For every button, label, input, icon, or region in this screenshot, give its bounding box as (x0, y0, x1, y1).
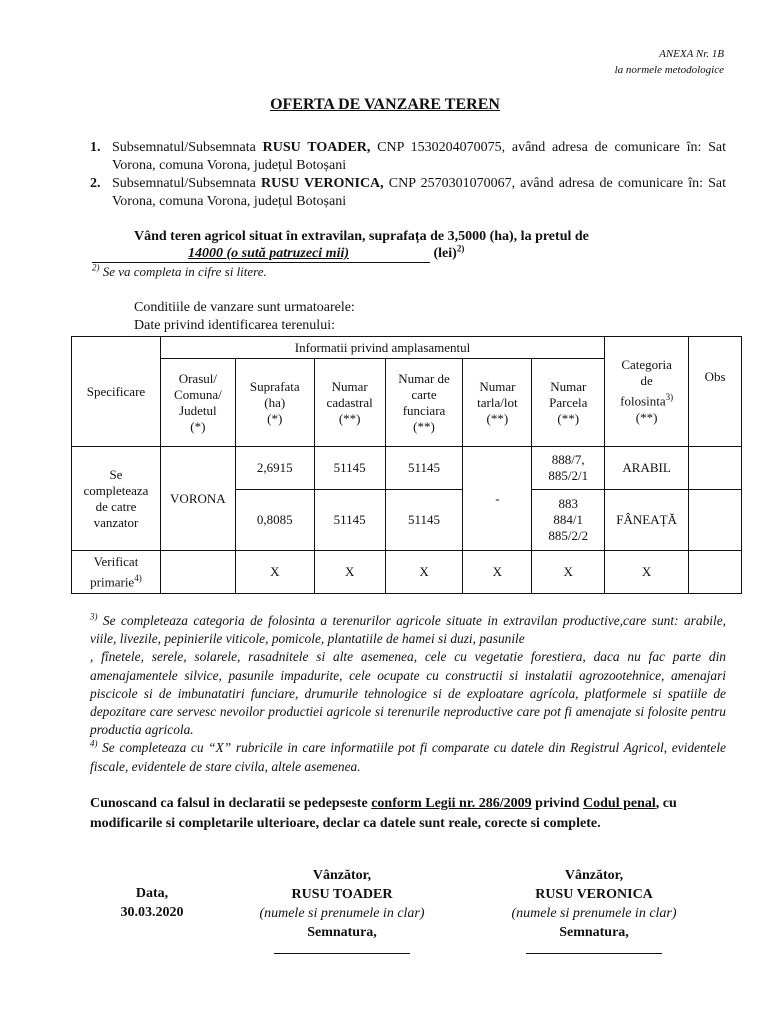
seller-details: CNP 1530204070075, având adresa de comunicare în: Sat Vorona, comuna Vorona, județul Botoșani (112, 140, 726, 173)
seller-prefix: Subsemnatul/Subsemnata (112, 140, 263, 155)
price-value: 14000 (o sută patruzeci mii) (188, 246, 350, 261)
signature-role: Vânzător, (312, 868, 372, 883)
seller-name: RUSU TOADER, (262, 140, 371, 155)
verify-row-label: Verificat primarie$^{4)}$ (72, 551, 161, 594)
conditions-heading: Conditiile de vanzare sunt urmatoarele: (134, 300, 355, 315)
cell-verify-mark: X (463, 551, 532, 594)
signature-name: RUSU TOADER (291, 887, 393, 902)
cell-locality: VORONA (160, 447, 235, 551)
header-suprafata: Suprafata (ha) (*) (235, 359, 314, 447)
cell-verify-mark: X (605, 551, 689, 594)
seller-signature-block-1 (232, 866, 452, 942)
cell-parcela: 888/7, 885/2/1 (532, 447, 605, 490)
signature-hint: (numele si prenumele in clar) (259, 906, 425, 921)
header-carte-funciara: Numar de carte funciara (**) (385, 359, 463, 447)
header-parcela: Numar Parcela (**) (532, 359, 605, 447)
cell-suprafata: 2,6915 (235, 447, 314, 490)
cell-verify-mark: X (235, 551, 314, 594)
header-cadastral: Numar cadastral (**) (314, 359, 385, 447)
signature-label: Semnatura, (307, 925, 377, 940)
header-categoria: Categoria de folosinta$^{3)}$ (**) (605, 337, 689, 447)
header-location-group: Informatii privind amplasamentul (160, 337, 604, 359)
declaration: Cunoscand ca falsul in declaratii se pedepseste conform Legii nr. 286/2009 privind Codul penal, cu modificarile si completarile ulterioare, declar ca datele sunt reale, corecte si complete. (90, 796, 677, 831)
law-reference: conform Legii nr. 286/2009 (371, 796, 532, 811)
annex-subtitle: la normele metodologice (614, 64, 724, 76)
cell-categoria: FÂNEAȚĂ (605, 490, 689, 551)
signature-name: RUSU VERONICA (535, 887, 653, 902)
header-specificare: Specificare (72, 337, 161, 447)
footnote-4: $^{4)}$ Se completeaza cu “X” rubricile in care informatiile pot fi comparate cu datele din Registrul Agricol, evidentele fiscale, evidentele de stare civila, altele asemenea. (90, 738, 726, 774)
signature-line-2 (526, 953, 662, 954)
footnotes (90, 612, 726, 776)
signature-label: Semnatura, (559, 925, 629, 940)
cell-carte-funciara: 51145 (385, 490, 463, 551)
seller-item-2 (90, 175, 726, 211)
seller-item-1 (90, 139, 726, 175)
signature-hint: (numele si prenumele in clar) (511, 906, 677, 921)
offer-price-line (92, 243, 465, 263)
footnote-3-continued: , fînetele, serele, solarele, rasadnitele si alte asemenea, cele cu vegetatie forestiera, daca nu fac parte din amenajamentele silvice, pasunile impadurite, cele ocupate cu constructii si instalatii agrozootehnice, amenajari piscicole si de imbunatatiri funciare, drumurile tehnologice si de exploatare agrícola, platformele si spatiile de depozitare care servesc nevoilor productiei agricole si terenurile neproductive care pot fi amenajate si folosite pentru productia agricola. (90, 649, 726, 738)
date-label: Data, (135, 886, 169, 901)
signature-line-1 (274, 953, 410, 954)
price-currency: (lei) (433, 246, 457, 261)
cell-verify-mark: X (532, 551, 605, 594)
cell-tarla: - (463, 447, 532, 551)
cell-obs (689, 490, 742, 551)
header-tarla: Numar tarla/lot (**) (463, 359, 532, 447)
signature-role: Vânzător, (564, 868, 624, 883)
cell-categoria: ARABIL (605, 447, 689, 490)
price-field (92, 246, 430, 263)
cell-parcela: 883 884/1 885/2/2 (532, 490, 605, 551)
table-row (72, 551, 742, 594)
date-value: 30.03.2020 (120, 905, 184, 920)
land-identification-heading: Date privind identificarea terenului: (134, 318, 335, 333)
footnote-2 (92, 264, 267, 280)
penal-code-reference: Codul penal (583, 796, 656, 811)
cell-obs (689, 447, 742, 490)
footnote-3: $^{3)}$ Se completeaza categoria de folosinta a terenurilor agricole situate in extravilan productive,care sunt: arabile, viile, livezile, pepinierile viticole, pomicole, plantatiile de hamei si duzi, pasunile (90, 611, 726, 647)
document-title: OFERTA DE VANZARE TEREN (270, 96, 500, 113)
seller-details: CNP 2570301070067, având adresa de comunicare în: Sat Vorona, comuna Vorona, județul Botoșani (112, 176, 726, 209)
cell-verify-mark: X (385, 551, 463, 594)
header-oras: Orasul/ Comuna/ Judetul (*) (160, 359, 235, 447)
table-row (72, 447, 742, 490)
seller-row-label: Se completeaza de catre vanzator (72, 447, 161, 551)
cell-carte-funciara: 51145 (385, 447, 463, 490)
cell-cadastral: 51145 (314, 447, 385, 490)
footnote-2-text: Se va completa in cifre si litere. (99, 264, 267, 279)
cell-suprafata: 0,8085 (235, 490, 314, 551)
annex-number: ANEXA Nr. 1B (659, 48, 724, 60)
seller-prefix: Subsemnatul/Subsemnata (112, 176, 261, 191)
seller-signature-block-2 (484, 866, 704, 942)
seller-number: 1. (90, 140, 101, 155)
footnote-2-mark: 2) (92, 262, 100, 273)
land-table (71, 336, 742, 594)
offer-statement: Vând teren agricol situat în extravilan, suprafața de 3,5000 (ha), la pretul de (134, 229, 589, 244)
seller-number: 2. (90, 176, 101, 191)
cell-verify-empty (160, 551, 235, 594)
seller-name: RUSU VERONICA, (260, 176, 384, 191)
currency-footnote-mark: 2) (456, 243, 465, 254)
cell-verify-obs (689, 551, 742, 594)
cell-verify-mark: X (314, 551, 385, 594)
header-obs: Obs (689, 337, 742, 447)
cell-cadastral: 51145 (314, 490, 385, 551)
